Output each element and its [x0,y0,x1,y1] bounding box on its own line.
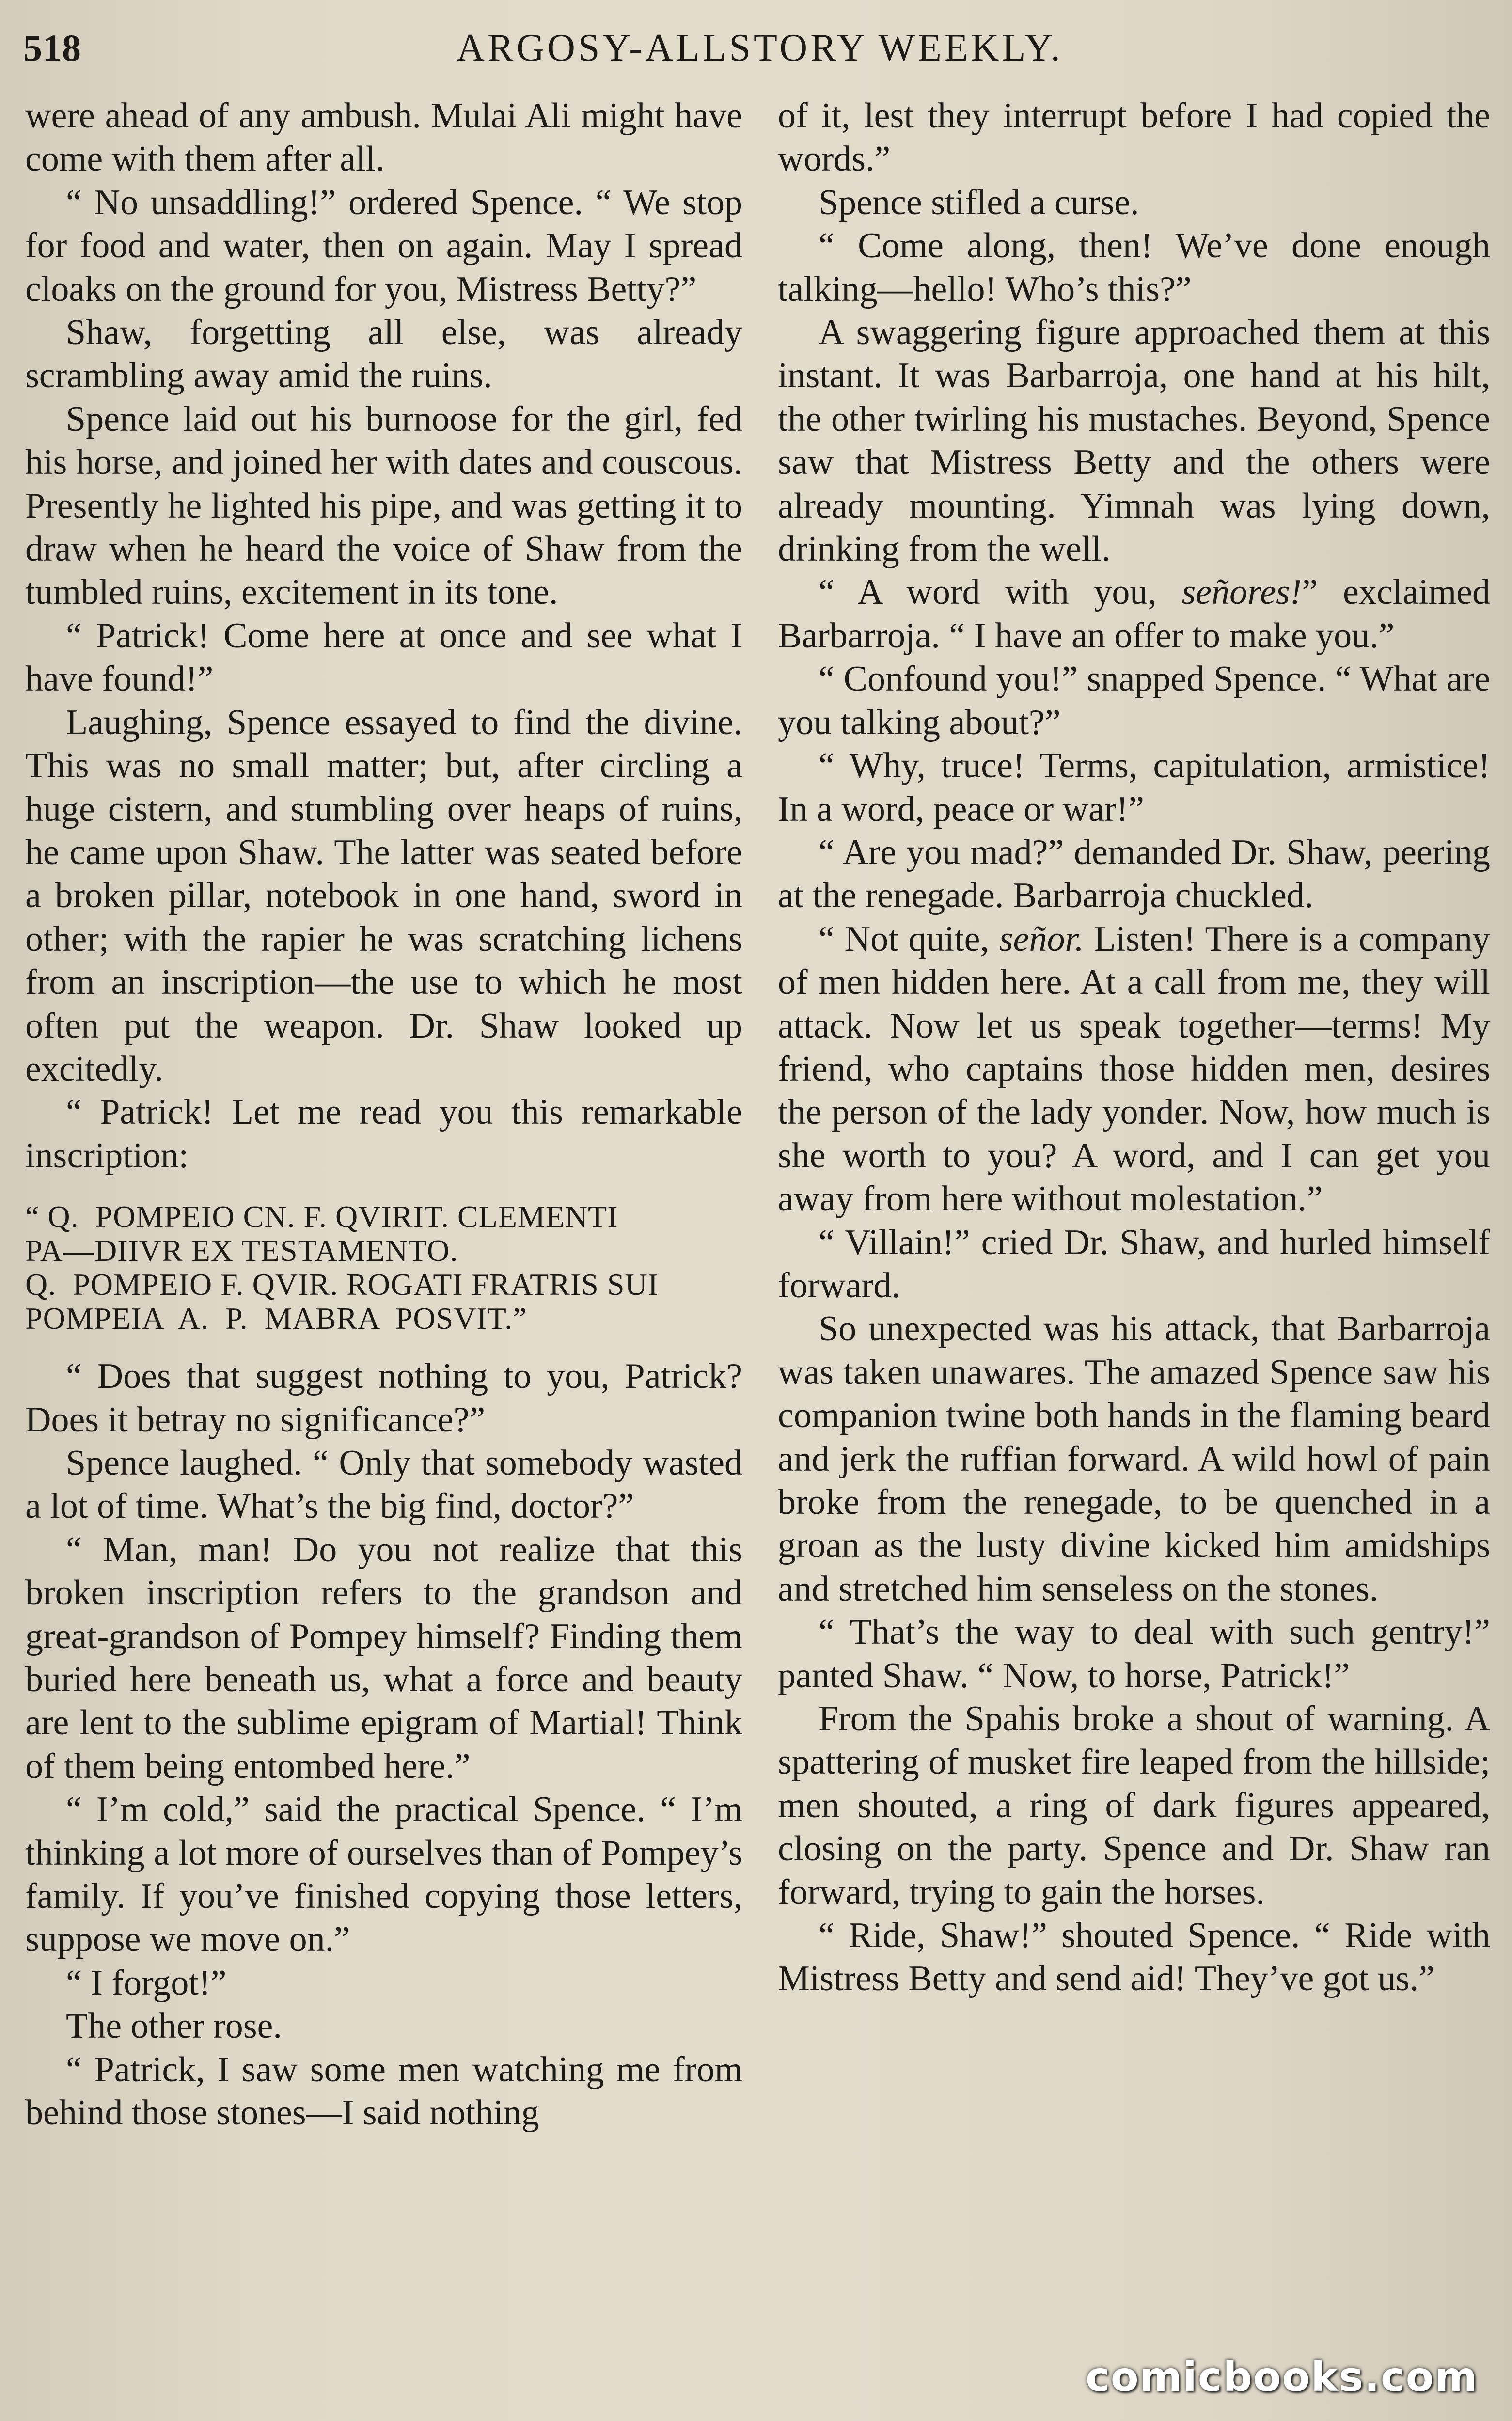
paragraph: were ahead of any ambush. Mulai Ali might have come with them after all. [25,96,742,179]
paragraph: Laughing, Spence essayed to find the divine. This was no small matter; but, after circling a huge cistern, and stumbling over heaps of ruins, he came upon Shaw. The latter was seated before a broken pillar, notebook in one hand, sword in other; with the rapier he was scratching lichens from an inscription—the use to which he most often put the weapon. Dr. Shaw looked up excitedly. [25,702,742,1089]
paragraph: of it, lest they interrupt before I had copied the words.” [778,96,1490,179]
left-column [25,94,742,2135]
inscription-line: POMPEIA A. P. MABRA POSVIT.” [25,1301,527,1336]
paragraph: “ Come along, then! We’ve done enough talking—hello! Who’s this?” [778,226,1490,309]
inscription-line: PA—DIIVR EX TESTAMENTO. [25,1233,458,1268]
paragraph: Spence laid out his burnoose for the girl, fed his horse, and joined her with dates and couscous. Presently he lighted his pipe, and was getting it to draw when he heard the voice of Shaw from the tumbled ruins, excitement in its tone. [25,399,742,613]
paragraph: The other rose. [66,2006,282,2046]
paragraph: “ No unsaddling!” ordered Spence. “ We stop for food and water, then on again. May I spread cloaks on the ground for you, Mistress Betty?” [25,182,742,309]
site-watermark: comicbooks.com [1086,2353,1478,2401]
paragraph: “ That’s the way to deal with such gentry!” panted Shaw. “ Now, to horse, Patrick!” [778,1612,1490,1696]
paragraph: “ Patrick! Come here at once and see what I have found!” [25,615,742,699]
paragraph: “ Patrick! Let me read you this remarkable inscription: [25,1092,742,1176]
paragraph [778,918,1490,1221]
inscription-line: Q. POMPEIO F. QVIR. ROGATI FRATRIS SUI [25,1267,659,1302]
paragraph: So unexpected was his attack, that Barbarroja was taken unawares. The amazed Spence saw his companion twine both hands in the flaming beard and jerk the ruffian forward. A wild howl of pain broke from the renegade, to be quenched in a groan as the lusty divine kicked him amidships and stretched him senseless on the stones. [778,1309,1490,1609]
paragraph: “ Patrick, I saw some men watching me from behind those stones—I said nothing [25,2049,742,2133]
italic-text: señor. [999,919,1084,959]
paragraph [778,571,1490,658]
paragraph: A swaggering figure approached them at this instant. It was Barbarroja, one hand at his hilt, the other twirling his mustaches. Beyond, Spence saw that Mistress Betty and the others were already mounting. Yimnah was lying down, drinking from the well. [778,313,1490,569]
text-run: “ A word with you, [819,572,1182,613]
text-run: “ Not quite, [819,919,999,959]
paragraph: From the Spahis broke a shout of warning. A spattering of musket fire leaped from the hillside; men shouted, a ring of dark figures appeared, closing on the party. Spence and Dr. Shaw ran forward, trying to gain the horses. [778,1699,1490,1912]
paragraph: “ Villain!” cried Dr. Shaw, and hurled himself forward. [778,1222,1490,1305]
paragraph: “ Why, truce! Terms, capitulation, armistice! In a word, peace or war!” [778,746,1490,829]
paragraph: “ Ride, Shaw!” shouted Spence. “ Ride with Mistress Betty and send aid! They’ve got us.” [778,1916,1490,1999]
text-run: ” exclaimed Barbarroja. “ I have an offer to make you.” [778,572,1490,656]
paragraph: Shaw, forgetting all else, was already scrambling away amid the ruins. [25,313,742,396]
paragraph: Spence stifled a curse. [819,182,1139,222]
paragraph: “ I forgot!” [66,1963,227,2003]
italic-text: señores! [1181,572,1302,613]
right-column [778,94,1490,2001]
paragraph: “ Are you mad?” demanded Dr. Shaw, peering at the renegade. Barbarroja chuckled. [778,832,1490,916]
paragraph: “ Man, man! Do you not realize that this broken inscription refers to the grandson and great-grandson of Pompey himself? Finding them buried here beneath us, what a force and beauty are lent to the sublime epigram of Martial! Think of them being entombed here.” [25,1529,742,1786]
running-title: ARGOSY-ALLSTORY WEEKLY. [457,27,1063,69]
paragraph: “ Confound you!” snapped Spence. “ What are you talking about?” [778,659,1490,742]
paragraph: “ Does that suggest nothing to you, Patrick? Does it betray no significance?” [25,1356,742,1440]
paragraph: “ I’m cold,” said the practical Spence. “ I’m thinking a lot more of ourselves than of Pompey’s family. If you’ve finished copying those letters, suppose we move on.” [25,1790,742,1960]
paragraph: Spence laughed. “ Only that somebody wasted a lot of time. What’s the big find, doctor?” [25,1443,742,1526]
latin-inscription [25,1200,742,1336]
text-run: Listen! There is a company of men hidden here. At a call from me, they will attack. Now let us speak together—terms! My friend, who captains those hidden men, desires the person of the lady yonder. Now, how much is she worth to you? A word, and I can get you away from here without molestation.” [778,919,1490,1219]
page-number: 518 [23,27,81,69]
page-header [23,19,1496,82]
inscription-line: “ Q. POMPEIO CN. F. QVIRIT. CLEMENTI [25,1199,618,1234]
